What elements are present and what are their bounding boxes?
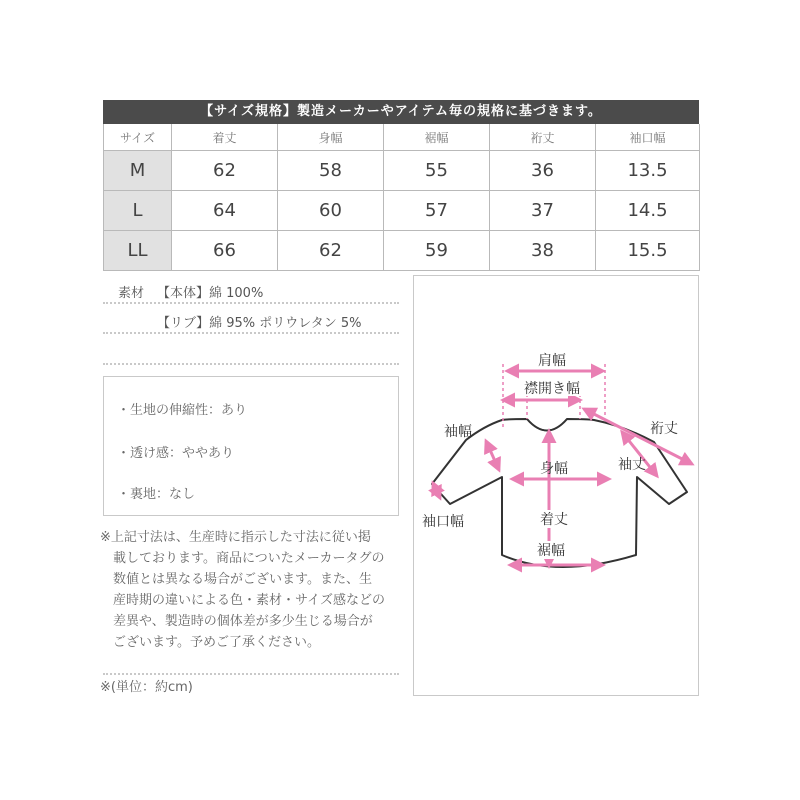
column-header: 裄丈 — [490, 124, 596, 151]
label-length: 着丈 — [540, 512, 568, 528]
feature-stretch: ・生地の伸縮性：あり — [117, 403, 248, 418]
table-header-row — [104, 124, 700, 151]
measurement-diagram — [413, 275, 699, 696]
divider — [103, 363, 399, 365]
label-shoulder: 肩幅 — [538, 353, 566, 369]
table-cell: 59 — [384, 231, 490, 271]
table-cell: 66 — [172, 231, 278, 271]
table-cell: 38 — [490, 231, 596, 271]
column-header: 袖口幅 — [596, 124, 700, 151]
size-table — [103, 124, 700, 271]
size-cell: L — [104, 191, 172, 231]
size-spec-header: 【サイズ規格】製造メーカーやアイテム毎の規格に基づきます。 — [103, 100, 699, 124]
label-hem: 裾幅 — [537, 543, 565, 559]
table-row — [104, 231, 700, 271]
size-cell: M — [104, 151, 172, 191]
unit-note: ※(単位：約cm) — [100, 680, 193, 695]
label-cuff: 袖口幅 — [422, 514, 464, 530]
divider — [103, 673, 399, 675]
label-body-width: 身幅 — [540, 461, 568, 477]
label-yuki: 裄丈 — [650, 421, 678, 437]
column-header: 着丈 — [172, 124, 278, 151]
table-cell: 62 — [172, 151, 278, 191]
feature-lining: ・裏地：なし — [117, 487, 196, 502]
table-cell: 58 — [278, 151, 384, 191]
table-row — [104, 191, 700, 231]
note-line: 差異や、製造時の個体差が多少生じる場合が — [113, 614, 373, 629]
note-line: 載しております。商品についたメーカータグの — [113, 551, 385, 566]
measurement-note — [100, 527, 400, 653]
column-header: 身幅 — [278, 124, 384, 151]
table-cell: 37 — [490, 191, 596, 231]
table-cell: 36 — [490, 151, 596, 191]
divider — [103, 302, 399, 304]
table-cell: 64 — [172, 191, 278, 231]
feature-sheerness: ・透け感：ややあり — [117, 446, 235, 461]
shirt-diagram — [414, 276, 700, 697]
table-cell: 57 — [384, 191, 490, 231]
note-line: ※上記寸法は、生産時に指示した寸法に従い掲 — [100, 530, 371, 545]
divider — [103, 332, 399, 334]
material-label: 素材 — [118, 286, 145, 301]
note-line: 産時期の違いによる色・素材・サイズ感などの — [113, 593, 385, 608]
label-neck: 襟開き幅 — [524, 381, 580, 397]
features-box — [103, 376, 399, 516]
column-header: サイズ — [104, 124, 172, 151]
material-rib: 【リブ】綿 95% ポリウレタン 5% — [157, 316, 362, 331]
size-cell: LL — [104, 231, 172, 271]
table-cell: 14.5 — [596, 191, 700, 231]
neckline — [527, 419, 567, 431]
sleeve-width-arrow — [486, 441, 499, 470]
note-line: ございます。予めご了承ください。 — [113, 635, 320, 650]
table-cell: 60 — [278, 191, 384, 231]
table-cell: 62 — [278, 231, 384, 271]
label-sleeve-length: 袖丈 — [618, 457, 646, 473]
label-sleeve-width: 袖幅 — [444, 424, 472, 440]
material-body: 【本体】綿 100% — [157, 286, 264, 301]
table-row — [104, 151, 700, 191]
column-header: 裾幅 — [384, 124, 490, 151]
table-cell: 15.5 — [596, 231, 700, 271]
table-cell: 55 — [384, 151, 490, 191]
table-cell: 13.5 — [596, 151, 700, 191]
note-line: 数値とは異なる場合がございます。また、生 — [113, 572, 372, 587]
